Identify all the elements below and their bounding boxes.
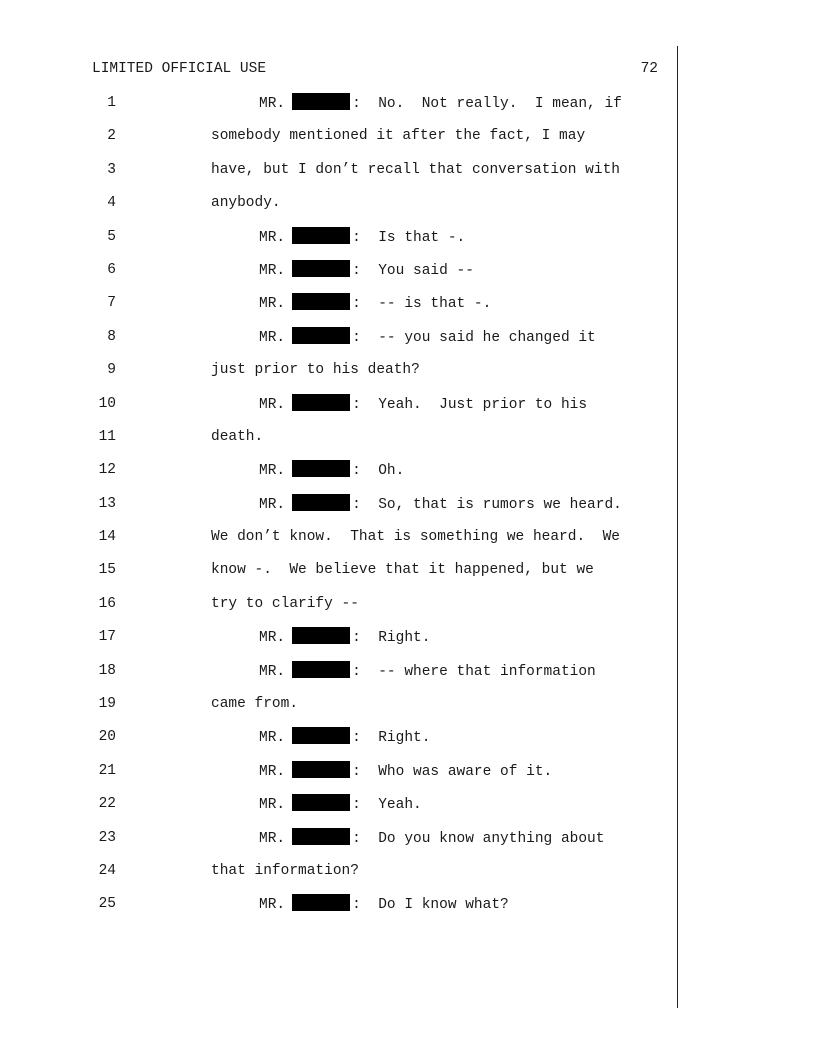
line-text	[259, 394, 587, 415]
transcript-line	[0, 293, 680, 326]
speaker-prefix: MR.	[259, 396, 286, 413]
speaker-prefix: MR.	[259, 797, 286, 814]
transcript-line	[0, 93, 680, 126]
spoken-text: No. Not really. I mean, if	[360, 96, 622, 112]
redaction-block	[292, 794, 350, 811]
line-number: 18	[98, 662, 116, 679]
spoken-text: You said --	[360, 262, 474, 279]
transcript-line	[0, 527, 680, 560]
line-text: anybody.	[211, 195, 281, 212]
line-text	[259, 293, 491, 314]
line-text: have, but I don’t recall that conversation with	[211, 161, 620, 178]
line-number: 25	[98, 896, 116, 913]
speaker-colon: :	[352, 663, 361, 680]
speaker-colon: :	[352, 396, 361, 413]
transcript-line	[0, 260, 680, 293]
speaker-prefix: MR.	[259, 262, 286, 279]
speaker-prefix: MR.	[259, 763, 286, 780]
spoken-text: Who was aware of it.	[360, 763, 553, 780]
line-text	[259, 727, 430, 748]
line-text	[259, 761, 552, 782]
speaker-colon: :	[352, 229, 361, 246]
transcript-line	[0, 794, 680, 827]
speaker-prefix: MR.	[259, 463, 286, 480]
line-text	[259, 494, 622, 515]
speaker-prefix: MR.	[259, 329, 286, 346]
line-number: 14	[98, 529, 116, 546]
speaker-colon: :	[352, 329, 361, 346]
speaker-prefix: MR.	[259, 730, 286, 747]
line-number: 8	[107, 328, 116, 345]
transcript-line	[0, 828, 680, 861]
transcript-line	[0, 460, 680, 493]
line-text	[259, 227, 465, 248]
line-text: try to clarify --	[211, 595, 359, 612]
line-number: 7	[107, 295, 116, 312]
line-text	[259, 460, 404, 481]
line-number: 24	[98, 862, 116, 879]
transcript-line	[0, 327, 680, 360]
line-text	[259, 894, 509, 915]
line-text: death.	[211, 428, 264, 445]
speaker-prefix: MR.	[259, 830, 286, 847]
spoken-text: -- you said he changed it	[360, 329, 596, 346]
transcript-line	[0, 227, 680, 260]
line-text	[259, 627, 430, 648]
transcript-line	[0, 694, 680, 727]
spoken-text: Right.	[360, 630, 431, 647]
spoken-text: Right.	[360, 730, 431, 747]
line-text	[259, 794, 422, 815]
transcript-line	[0, 594, 680, 627]
line-text	[259, 327, 596, 348]
spoken-text: -- is that -.	[360, 296, 492, 313]
line-number: 12	[98, 462, 116, 479]
redaction-block	[292, 494, 350, 511]
transcript-body	[0, 93, 680, 928]
redaction-block	[292, 894, 350, 911]
speaker-colon: :	[352, 797, 361, 814]
redaction-block	[292, 761, 350, 778]
redaction-block	[292, 260, 350, 277]
speaker-colon: :	[352, 96, 361, 112]
transcript-line	[0, 894, 680, 927]
speaker-colon: :	[352, 496, 361, 513]
line-text: that information?	[211, 862, 359, 879]
line-number: 4	[107, 195, 116, 212]
line-number: 13	[98, 495, 116, 512]
line-text: We don’t know. That is something we heard. We	[211, 529, 620, 546]
line-text	[259, 93, 622, 114]
line-number: 22	[98, 796, 116, 813]
speaker-prefix: MR.	[259, 229, 286, 246]
line-number: 6	[107, 261, 116, 278]
line-number: 5	[107, 228, 116, 245]
redaction-block	[292, 460, 350, 477]
speaker-colon: :	[352, 830, 361, 847]
speaker-prefix: MR.	[259, 630, 286, 647]
line-text: know -. We believe that it happened, but we	[211, 562, 594, 579]
line-number: 16	[98, 595, 116, 612]
classification-label: LIMITED OFFICIAL USE	[92, 61, 267, 77]
redaction-block	[292, 327, 350, 344]
speaker-prefix: MR.	[259, 296, 286, 313]
transcript-line	[0, 627, 680, 660]
spoken-text: So, that is rumors we heard.	[360, 496, 622, 513]
transcript-line	[0, 727, 680, 760]
transcript-line	[0, 394, 680, 427]
speaker-colon: :	[352, 730, 361, 747]
page-header	[92, 61, 668, 81]
speaker-prefix: MR.	[259, 663, 286, 680]
line-number: 3	[107, 161, 116, 178]
redaction-block	[292, 293, 350, 310]
redaction-block	[292, 661, 350, 678]
line-number: 2	[107, 128, 116, 145]
line-number: 21	[98, 762, 116, 779]
line-number: 11	[98, 428, 116, 445]
redaction-block	[292, 828, 350, 845]
speaker-colon: :	[352, 763, 361, 780]
line-number: 23	[98, 829, 116, 846]
speaker-prefix: MR.	[259, 897, 286, 914]
line-text: came from.	[211, 696, 299, 713]
spoken-text: Oh.	[360, 463, 405, 480]
transcript-line	[0, 126, 680, 159]
transcript-line	[0, 160, 680, 193]
transcript-line	[0, 560, 680, 593]
redaction-block	[292, 93, 350, 110]
spoken-text: Is that -.	[360, 229, 466, 246]
line-number: 19	[98, 696, 116, 713]
transcript-line	[0, 360, 680, 393]
speaker-colon: :	[352, 630, 361, 647]
transcript-line	[0, 661, 680, 694]
speaker-colon: :	[352, 463, 361, 480]
transcript-line	[0, 494, 680, 527]
spoken-text: Do you know anything about	[360, 830, 605, 847]
line-number: 9	[107, 362, 116, 379]
line-text: somebody mentioned it after the fact, I may	[211, 128, 586, 145]
spoken-text: Yeah.	[360, 797, 422, 814]
line-number: 15	[98, 562, 116, 579]
redaction-block	[292, 227, 350, 244]
speaker-prefix: MR.	[259, 96, 286, 112]
speaker-colon: :	[352, 262, 361, 279]
spoken-text: -- where that information	[360, 663, 596, 680]
transcript-line	[0, 427, 680, 460]
line-number: 17	[98, 629, 116, 646]
spoken-text: Yeah. Just prior to his	[360, 396, 588, 413]
line-text	[259, 260, 474, 281]
transcript-line	[0, 761, 680, 794]
redaction-block	[292, 627, 350, 644]
line-number: 1	[107, 95, 116, 111]
speaker-prefix: MR.	[259, 496, 286, 513]
line-number: 10	[98, 395, 116, 412]
spoken-text: Do I know what?	[360, 897, 509, 914]
page-number: 72	[640, 61, 658, 77]
line-text	[259, 661, 596, 682]
line-text: just prior to his death?	[211, 362, 420, 379]
redaction-block	[292, 727, 350, 744]
speaker-colon: :	[352, 296, 361, 313]
redaction-block	[292, 394, 350, 411]
speaker-colon: :	[352, 897, 361, 914]
transcript-line	[0, 861, 680, 894]
transcript-line	[0, 193, 680, 226]
line-number: 20	[98, 729, 116, 746]
line-text	[259, 828, 604, 849]
